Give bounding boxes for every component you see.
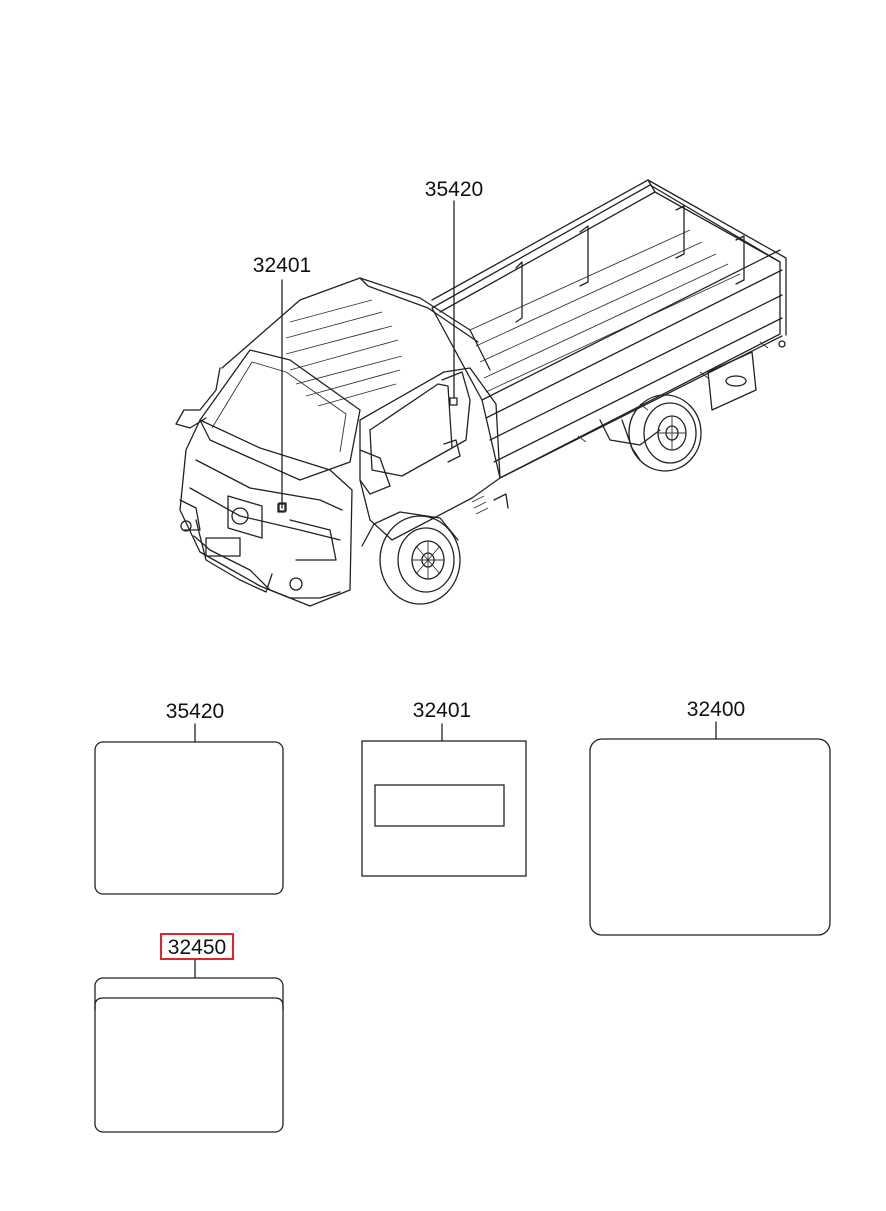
callout-truck-35420: 35420 [424,178,484,201]
cargo-bed [432,180,786,478]
part-32400-label[interactable] [590,698,830,935]
callout-35420: 35420 [165,700,225,723]
truck-illustration [176,180,786,606]
part-32401-label[interactable] [362,699,526,876]
part-32450-label[interactable] [95,934,283,1132]
callout-truck-32401: 32401 [252,254,312,277]
callout-32400: 32400 [686,698,746,721]
callout-32401: 32401 [412,699,472,722]
part-35420-label[interactable] [95,700,283,894]
callout-32450: 32450 [167,936,227,959]
truck-cab [176,278,508,606]
